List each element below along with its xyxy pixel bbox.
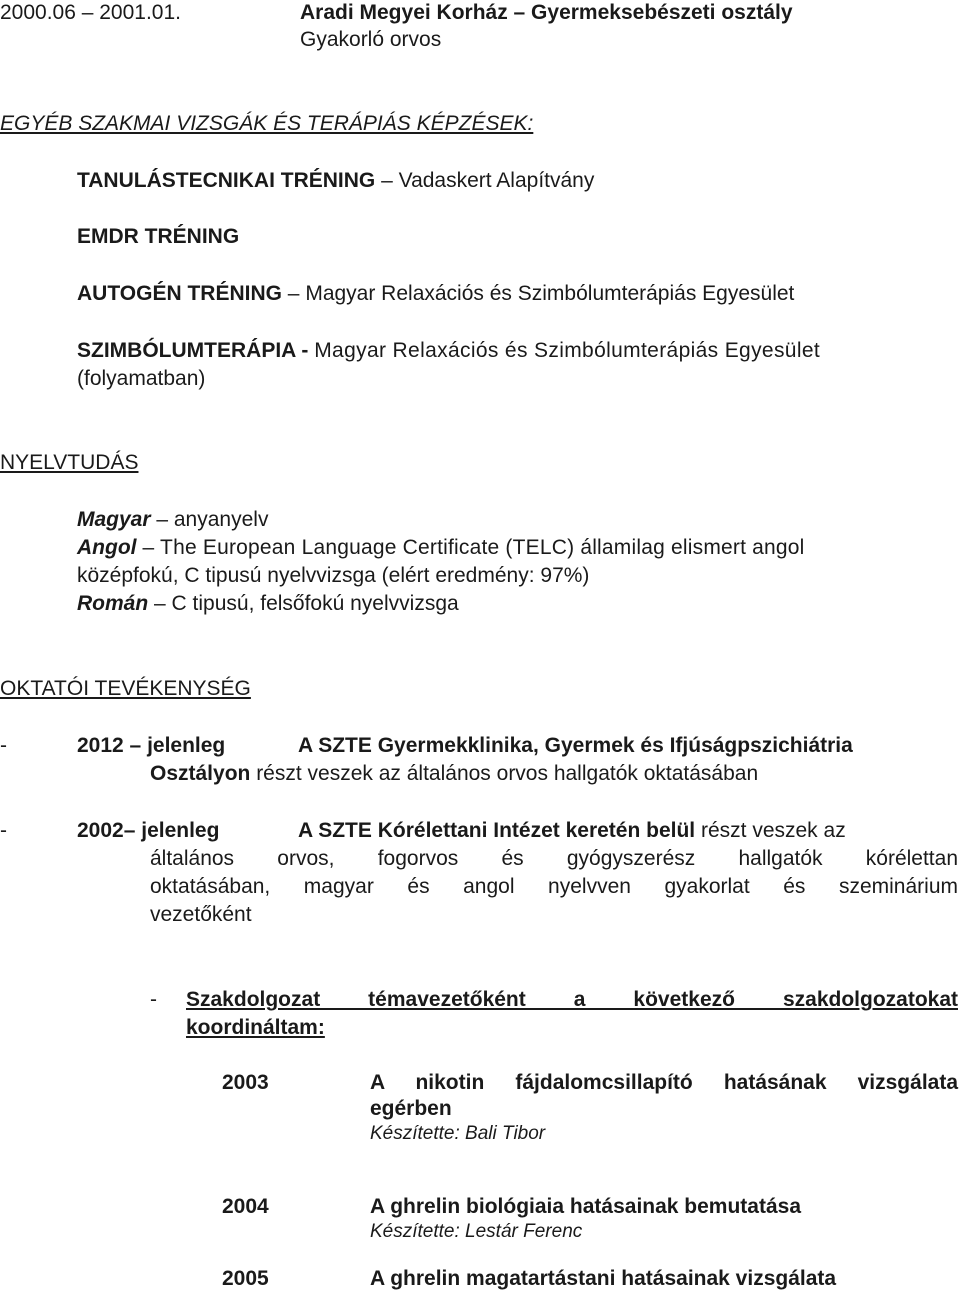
language-desc: – anyanyelv: [150, 508, 269, 531]
employment-institution: Aradi Megyei Korház – Gyermeksebészeti osztály: [300, 1, 793, 24]
training-sep: –: [281, 282, 306, 305]
thesis-title: A nikotin fájdalomcsillapító hatásának vizsgálata: [370, 1071, 958, 1094]
teaching-desc-cont: vezetőként: [150, 903, 252, 926]
thesis-author: Készítette: Bali Tibor: [370, 1123, 546, 1144]
teaching-desc-cont: oktatásában, magyar és angol nyelvven gyakorlat és szeminárium: [150, 875, 958, 898]
language-item: [77, 507, 268, 533]
teaching-desc: [298, 818, 846, 844]
teaching-activity: részt veszek az: [695, 819, 846, 842]
training-detail: Magyar Relaxációs és Szimbólumterápiás Egyesület: [305, 282, 795, 305]
theses-dash: -: [150, 988, 157, 1011]
teaching-period: 2002– jelenleg: [77, 819, 220, 842]
teaching-dash: -: [0, 734, 7, 757]
training-sep: –: [375, 169, 399, 192]
thesis-title: A ghrelin biológiaia hatásainak bemutatása: [370, 1195, 802, 1218]
training-item: [77, 168, 594, 194]
teaching-activity: részt veszek az általános orvos hallgatók oktatásában: [250, 762, 759, 785]
training-name: SZIMBÓLUMTERÁPIA -: [77, 339, 309, 362]
training-name: TANULÁSTECNIKAI TRÉNING: [77, 169, 376, 192]
teaching-heading: OKTATÓI TEVÉKENYSÉG: [0, 677, 251, 700]
employment-role: Gyakorló orvos: [300, 28, 442, 51]
thesis-year: 2005: [222, 1267, 269, 1290]
language-item: [77, 591, 459, 617]
language-name: Magyar: [77, 508, 151, 531]
training-name: AUTOGÉN TRÉNING: [77, 282, 282, 305]
thesis-year: 2003: [222, 1071, 269, 1094]
teaching-desc-cont: általános orvos, fogorvos és gyógyszerész hallgatók kórélettan: [150, 847, 958, 870]
employment-dates: 2000.06 – 2001.01.: [0, 1, 182, 24]
language-desc: – The European Language Certificate (TELC) államilag elismert angol: [136, 536, 805, 559]
language-name: Román: [77, 592, 149, 615]
teaching-desc: [150, 761, 758, 787]
trainings-heading: EGYÉB SZAKMAI VIZSGÁK ÉS TERÁPIÁS KÉPZÉSEK:: [0, 112, 534, 135]
language-item: [77, 535, 958, 561]
languages-heading: NYELVTUDÁS: [0, 451, 139, 474]
training-item: [77, 281, 794, 307]
teaching-period: 2012 – jelenleg: [77, 734, 226, 757]
training-item: [77, 224, 239, 250]
thesis-title: A ghrelin magatartástani hatásainak vizsgálata: [370, 1267, 837, 1290]
language-desc-cont: középfokú, C tipusú nyelvvizsga (elért eredmény: 97%): [77, 564, 590, 587]
theses-heading-cont: koordináltam:: [186, 1016, 325, 1039]
training-item: [77, 338, 958, 364]
thesis-year: 2004: [222, 1195, 269, 1218]
thesis-title-cont: egérben: [370, 1097, 452, 1120]
teaching-institution: A SZTE Gyermekklinika, Gyermek és Ifjúságpszichiátria: [298, 734, 853, 757]
teaching-institution-cont: Osztályon: [150, 762, 251, 785]
training-status: (folyamatban): [77, 367, 206, 390]
language-desc: – C tipusú, felsőfokú nyelvvizsga: [148, 592, 459, 615]
thesis-author: Készítette: Lestár Ferenc: [370, 1221, 583, 1242]
training-detail: Magyar Relaxációs és Szimbólumterápiás Egyesület: [314, 339, 821, 362]
training-name: EMDR TRÉNING: [77, 225, 240, 248]
teaching-institution: A SZTE Kórélettani Intézet keretén belül: [298, 819, 696, 842]
training-detail: Vadaskert Alapítvány: [398, 169, 595, 192]
theses-heading: Szakdolgozat témavezetőként a következő szakdolgozatokat: [186, 988, 958, 1011]
teaching-dash: -: [0, 819, 7, 842]
language-name: Angol: [77, 536, 137, 559]
